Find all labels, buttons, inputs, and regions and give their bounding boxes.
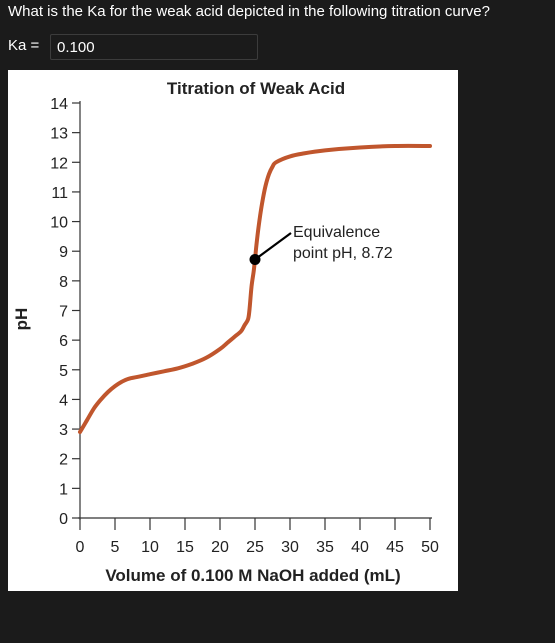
x-tick-label: 40 [351,539,369,556]
x-tick-label: 50 [421,539,439,556]
x-tick-label: 35 [316,539,334,556]
question-text: What is the Ka for the weak acid depicted in the following titration curve? [8,3,490,20]
y-tick-label: 11 [51,184,68,202]
y-tick-label: 12 [50,155,68,173]
y-axis-title: pH [12,307,31,331]
x-tick-label: 15 [176,539,194,556]
y-tick-label: 13 [50,125,68,143]
curve-layer [80,146,430,432]
y-tick-label: 6 [59,333,68,351]
equivalence-pointer-line [255,233,291,260]
y-tick-label: 14 [50,96,68,113]
y-tick-label: 4 [59,392,68,410]
x-tick-label: 30 [281,539,299,556]
y-tick-label: 9 [59,244,68,262]
x-tick-label: 20 [211,539,229,556]
y-tick-label: 2 [59,451,68,469]
y-tick-label: 5 [59,362,68,380]
x-tick-label: 45 [386,539,404,556]
y-tick-label: 3 [59,422,68,440]
x-axis-title: Volume of 0.100 M NaOH added (mL) [105,566,401,585]
x-tick-label: 25 [246,539,264,556]
titration-chart [8,70,458,591]
ka-answer-input[interactable] [50,34,258,60]
chart-title: Titration of Weak Acid [166,79,346,98]
y-tick-label: 7 [59,303,68,321]
x-tick-label: 5 [110,539,120,556]
y-tick-label: 8 [59,273,68,291]
y-tick-label: 10 [50,214,68,232]
x-tick-label: 0 [75,539,85,556]
titration-chart-panel [8,70,458,591]
y-tick-label: 1 [59,481,68,499]
annotation-line-2: point pH, 8.72 [293,245,393,262]
equivalence-point-marker [250,254,261,265]
y-tick-label: 0 [59,511,68,528]
ka-label: Ka = [8,37,40,54]
x-tick-label: 10 [141,539,159,556]
annotation-layer [250,224,393,265]
annotation-line-1: Equivalence [293,224,381,241]
titration-curve-series-0 [80,146,430,432]
